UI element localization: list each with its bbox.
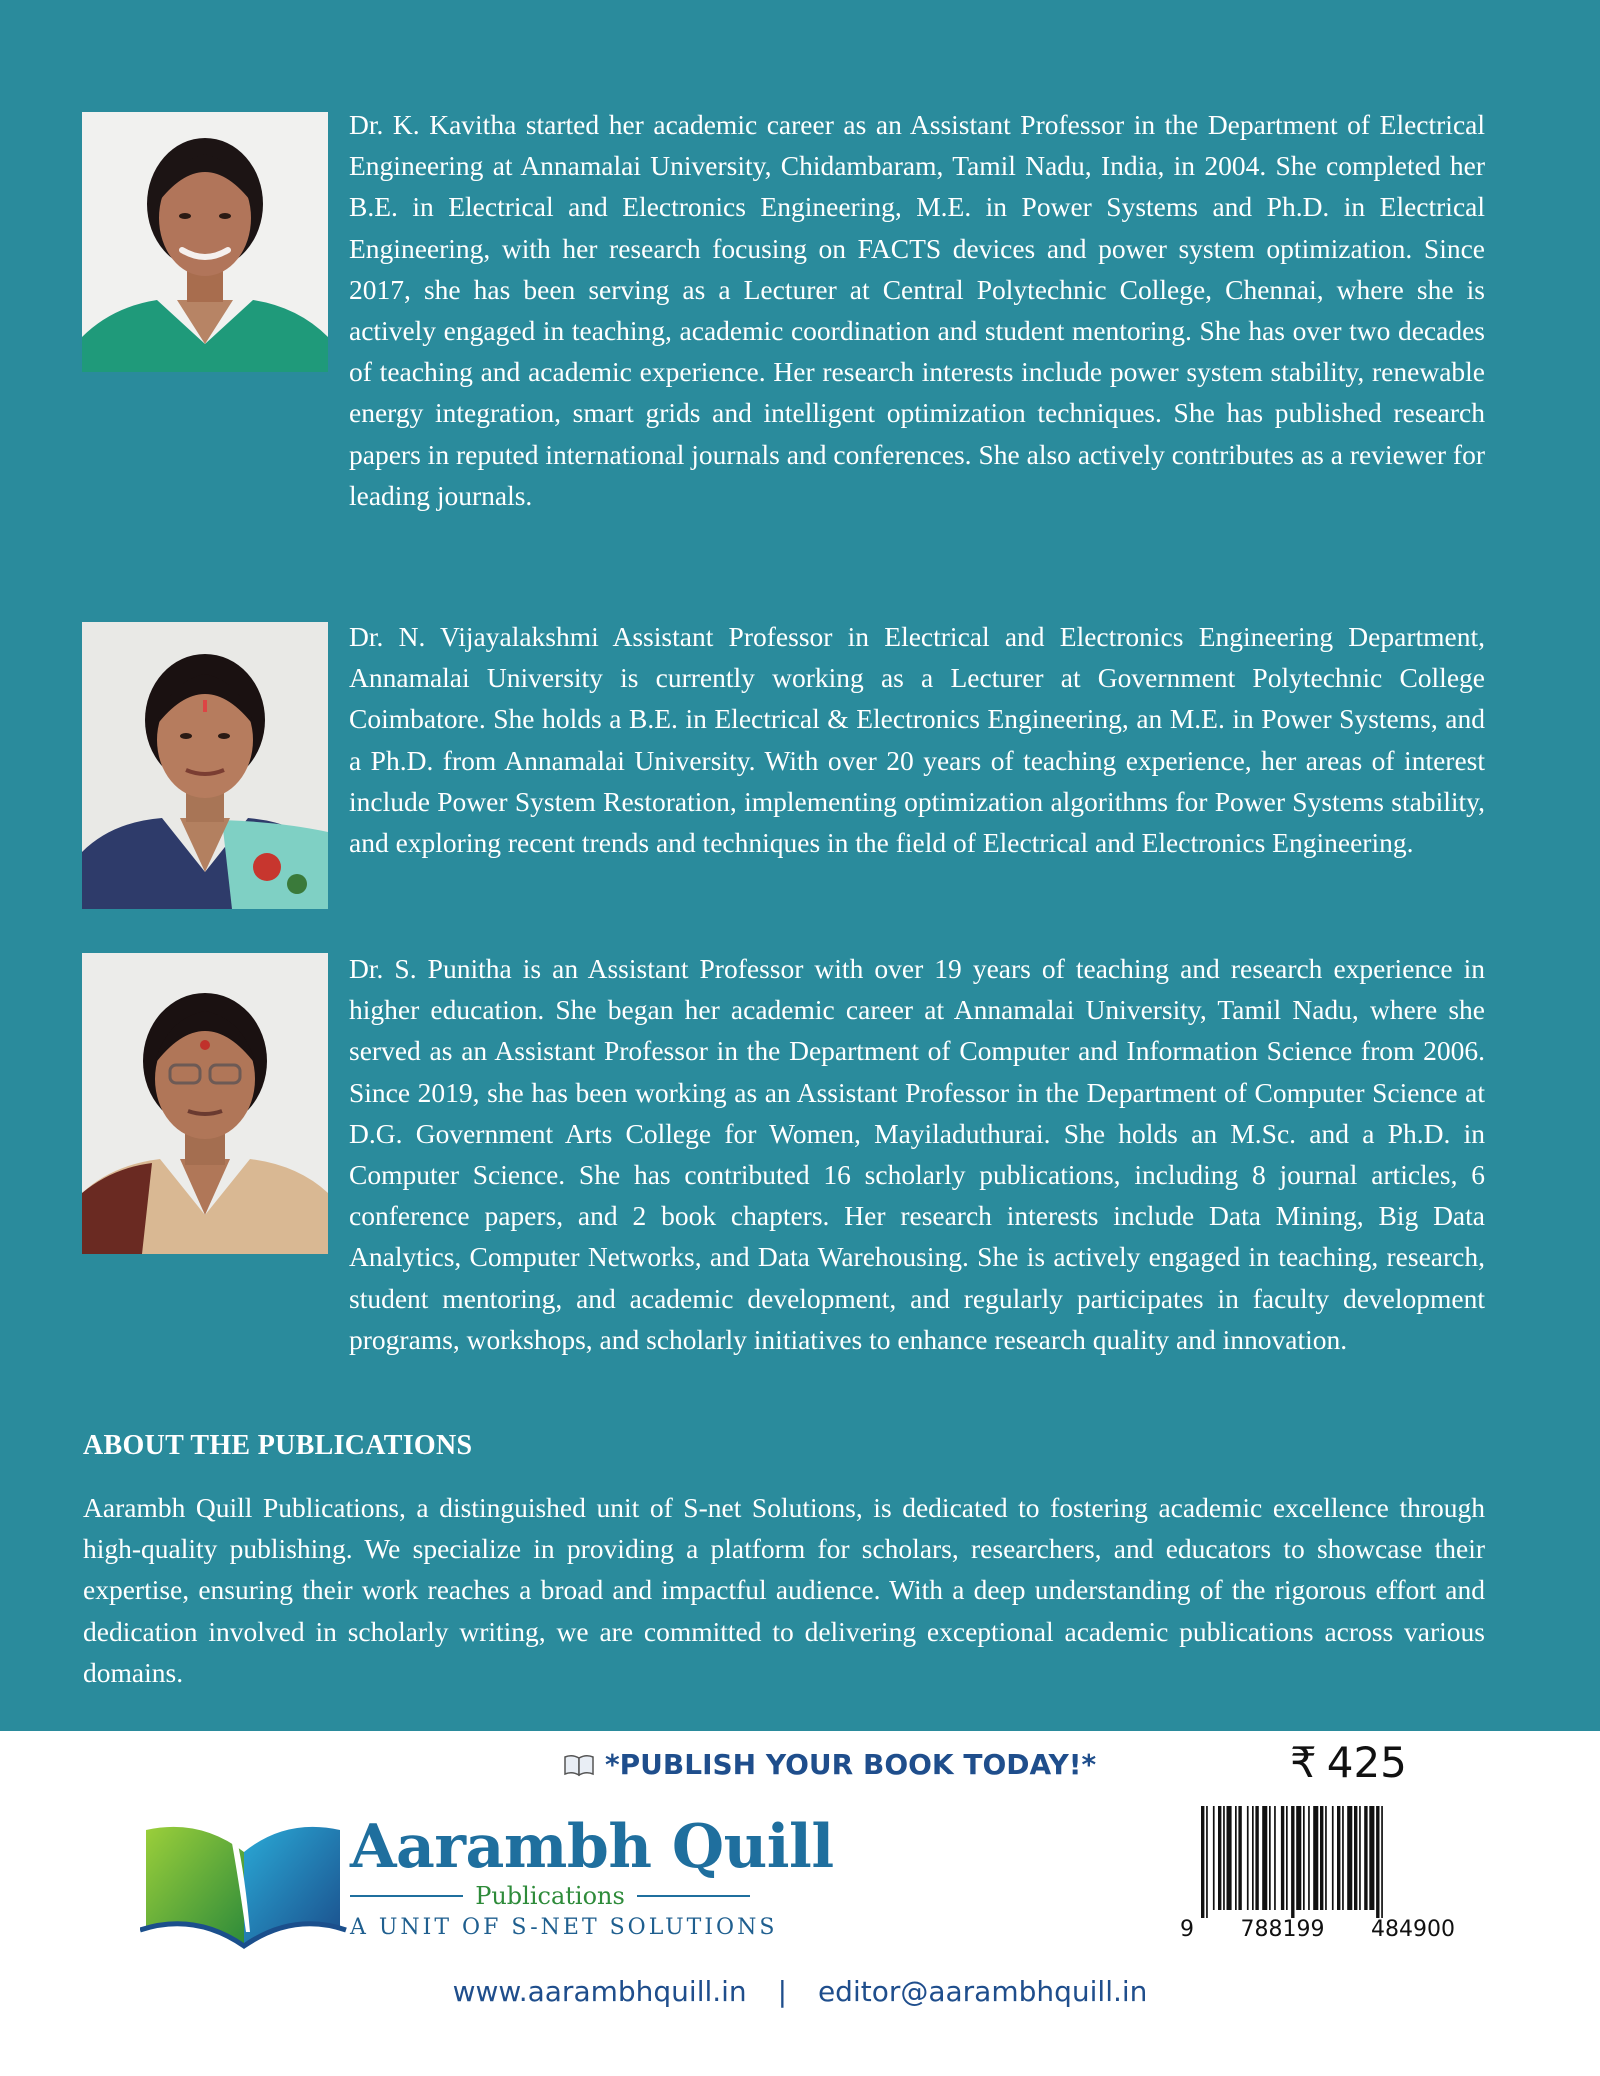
barcode-bar (1238, 1806, 1241, 1910)
barcode-bar (1313, 1806, 1318, 1910)
barcode-bar (1223, 1806, 1225, 1910)
barcode-bar (1281, 1806, 1284, 1910)
contact-line (0, 1975, 1600, 2008)
barcode-bar (1364, 1806, 1367, 1910)
logo-rule-left (350, 1895, 463, 1897)
price-amount: 425 (1326, 1738, 1407, 1787)
barcode-bar (1252, 1806, 1254, 1910)
isbn-number (1180, 1917, 1455, 1942)
barcode-bar (1320, 1806, 1323, 1910)
barcode-bar (1308, 1806, 1310, 1910)
barcode-bar (1206, 1806, 1208, 1918)
publisher-sub-row (350, 1882, 750, 1910)
publish-cta-label: *PUBLISH YOUR BOOK TODAY!* (605, 1748, 1097, 1781)
publisher-unit: A UNIT OF S-NET SOLUTIONS (350, 1915, 778, 1940)
price-tag (1290, 1738, 1407, 1787)
author-bio-vijayalakshmi: Dr. N. Vijayalakshmi Assistant Professor in Electrical and Electronics Engineering Department, Annamalai University is currently working as a Lecturer at Government Polytechnic College Coimbatore. She holds a B.E. in Electrical & Electronics Engineering, an M.E. in Power Systems, and a Ph.D. from Annamalai University. With over 20 years of teaching experience, her areas of interest include Power System Restoration, implementing optimization algorithms for Power Systems stability, and exploring recent trends and techniques in the field of Electrical and Electronics Engineering. (349, 621, 1485, 859)
author-bio-punitha: Dr. S. Punitha is an Assistant Professor with over 19 years of teaching and research experience in higher education. She began her academic career at Annamalai University, Tamil Nadu, where she served as an Assistant Professor in the Department of Computer and Information Science from 2006. Since 2019, she has been working as an Assistant Professor in the Department of Computer Science at D.G. Government Arts College for Women, Mayiladuthurai. She holds an M.Sc. and a Ph.D. in Computer Science. She has contributed 16 scholarly publications, including 8 journal articles, 6 conference papers, and 2 book chapters. Her research interests include Data Mining, Big Data Analytics, Computer Networks, and Data Warehousing. She is actively engaged in teaching, research, student mentoring, and academic development, and regularly participates in faculty development programs, workshops, and scholarly initiatives to enhance research quality and innovation. (349, 953, 1485, 1355)
barcode-bar (1262, 1806, 1267, 1910)
isbn-last: 484900 (1371, 1917, 1455, 1942)
contact-separator: | (777, 1975, 788, 2008)
barcode-bar (1286, 1806, 1288, 1910)
author-bio-kavitha: Dr. K. Kavitha started her academic career as an Assistant Professor in the Department of Electrical Engineering at Annamalai University, Chidambaram, Tamil Nadu, India, in 2004. She completed her B.E. in Electrical and Electronics Engineering, M.E. in Power Systems and Ph.D. in Electrical Engineering, with her research focusing on FACTS devices and power system optimization. Since 2017, she has been serving as a Lecturer at Central Polytechnic College, Chennai, where she is actively engaged in teaching, academic coordination and student mentoring. She has over two decades of teaching and academic experience. Her research interests include power system stability, renewable energy integration, smart grids and intelligent optimization techniques. She has published research papers in reputed international journals and conferences. She also actively contributes as a reviewer for leading journals. (349, 109, 1485, 511)
publish-cta (563, 1748, 1096, 1781)
email-link[interactable]: editor@aarambhquill.in (817, 1975, 1148, 2008)
website-link[interactable]: www.aarambhquill.in (452, 1975, 747, 2008)
barcode-bar (1332, 1806, 1334, 1910)
barcode-bar (1247, 1806, 1249, 1910)
isbn-middle: 788199 (1240, 1917, 1325, 1942)
barcode-bar (1337, 1806, 1340, 1910)
open-book-icon (563, 1753, 595, 1777)
barcode-bar (1218, 1806, 1221, 1910)
barcode-bar (1325, 1806, 1327, 1910)
publisher-name: Aarambh Quill (350, 1812, 834, 1882)
barcode-bar (1291, 1806, 1294, 1918)
barcode-bar (1359, 1806, 1361, 1910)
barcode-bar (1303, 1806, 1305, 1910)
barcode-bar (1354, 1806, 1357, 1910)
barcode-bar (1381, 1806, 1383, 1918)
barcode-bar (1342, 1806, 1344, 1910)
author-photo-vijayalakshmi (82, 622, 328, 909)
publications-description: Aarambh Quill Publications, a distinguished unit of S-net Solutions, is dedicated to fostering academic excellence through high-quality publishing. We specialize in providing a platform for scholars, researchers, and educators to showcase their expertise, ensuring their work reaches a broad and impactful audience. With a deep understanding of the rigorous effort and dedication involved in scholarly writing, we are committed to delivering exceptional academic publications across various domains. (83, 1492, 1485, 1688)
barcode-bar (1376, 1806, 1379, 1918)
barcode-bar (1269, 1806, 1271, 1910)
isbn-first: 9 (1180, 1917, 1194, 1942)
logo-rule-right (637, 1895, 750, 1897)
barcode-bar (1235, 1806, 1237, 1910)
barcode-bar (1201, 1806, 1204, 1918)
barcode-bar (1274, 1806, 1276, 1910)
author-photo-kavitha (82, 112, 328, 372)
barcode-bar (1255, 1806, 1258, 1910)
price-currency: ₹ (1290, 1738, 1317, 1787)
barcode-bar (1227, 1806, 1232, 1910)
barcode-bar (1213, 1806, 1215, 1910)
publisher-sub: Publications (475, 1882, 625, 1910)
barcode-bar (1296, 1806, 1301, 1910)
barcode-bar (1347, 1806, 1352, 1910)
publications-heading: ABOUT THE PUBLICATIONS (83, 1430, 473, 1461)
barcode-bar (1369, 1806, 1374, 1910)
author-photo-punitha (82, 953, 328, 1254)
